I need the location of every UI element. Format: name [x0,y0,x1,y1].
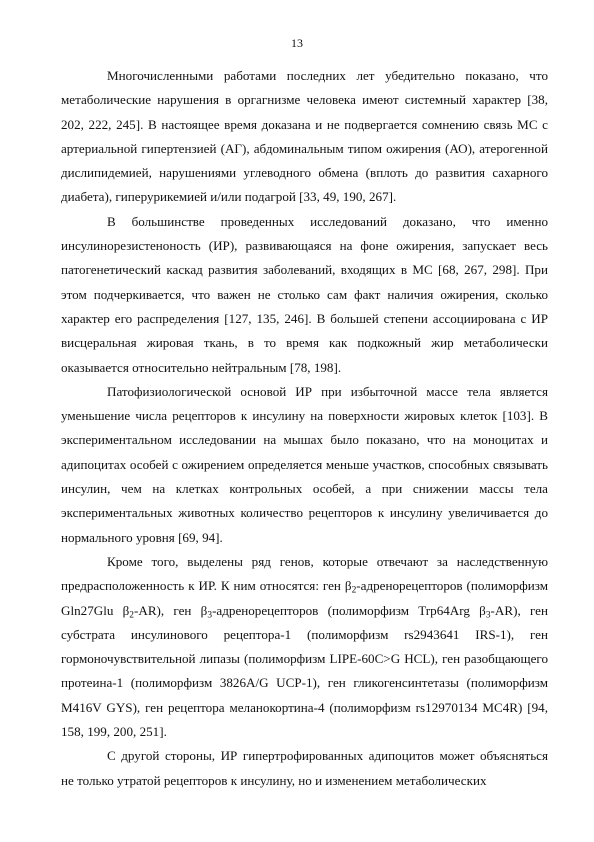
paragraph-3: Патофизиологической основой ИР при избыточной массе тела является уменьшение числа рецепторов к инсулину на поверхности жировых клеток [103]. В экспериментальном исследовании на мышах было показано, что на моноцитах и адипоцитах особей с ожирением определяется меньше участков, способных связывать инсулин, чем на клетках контрольных особей, а при снижении массы тела экспериментальных животных количество рецепторов к инсулину увеличивается до нормального уровня [69, 94]. [61,383,548,545]
page-number: 13 [291,36,303,50]
subscript: 2 [129,609,134,620]
paragraph-2: В большинстве проведенных исследований доказано, что именно инсулинорезистеноность (ИР), развивающаяся на фоне ожирения, запускает весь патогенетический каскад развития заболеваний, входящих в МС [68, 267, 298]. При этом подчеркивается, что важен не столько сам факт наличия ожирения, сколько характер его распределения [127, 135, 246]. В большей степени ассоциирована с ИР висцеральная жировая ткань, в то время как подкожный жир метаболически оказывается относительно нейтральным [78, 198]. [61,213,548,375]
text-run: Кроме того, выделены ряд генов, которые отвечают за наследственную предрасположенность к ИР. К ним относятся: ген β [61,553,548,594]
text-run: -AR), ген субстрата инсулинового рецептора-1 (полиморфизм rs2943641 IRS-1), ген гормоночувствительной липазы (полиморфизм LIPE-60C>G HCL), ген разобщающего протеина-1 (полиморфизм 3826A/G UCP-1), ген гликогенсинтетазы (полиморфизм M416V GYS), ген рецептора меланокортина-4 (полиморфизм rs12970134 MC4R) [94, 158, 199, 200, 251]. [61,602,548,740]
text-run: -адренорецепторов (полиморфизм Gln27Glu β [61,578,548,618]
text-run: -AR), ген β [134,602,208,618]
paragraph-5: С другой стороны, ИР гипертрофированных адипоцитов может объясняться не только утратой рецепторов к инсулину, но и изменением метаболических [61,748,548,788]
paragraph-4 [61,550,548,744]
subscript: 2 [351,585,357,596]
subscript: 3 [485,609,491,620]
text-run: -адренорецепторов (полиморфизм Trp64Arg β [212,602,486,618]
body-text [61,64,548,793]
subscript: 3 [207,609,213,620]
paragraph-1: Многочисленными работами последних лет убедительно показано, что метаболические нарушения в оргагнизме человека имеют системный характер [38, 202, 222, 245]. В настоящее время доказана и не подвергается сомнению связь МС с артериальной гипертензией (АГ), абдоминальным типом ожирения (АО), атерогенной дислипидемией, нарушениями углеводного обмена (вплоть до развития сахарного диабета), гиперурикемией и/или подагрой [33, 49, 190, 267]. [61,68,548,205]
